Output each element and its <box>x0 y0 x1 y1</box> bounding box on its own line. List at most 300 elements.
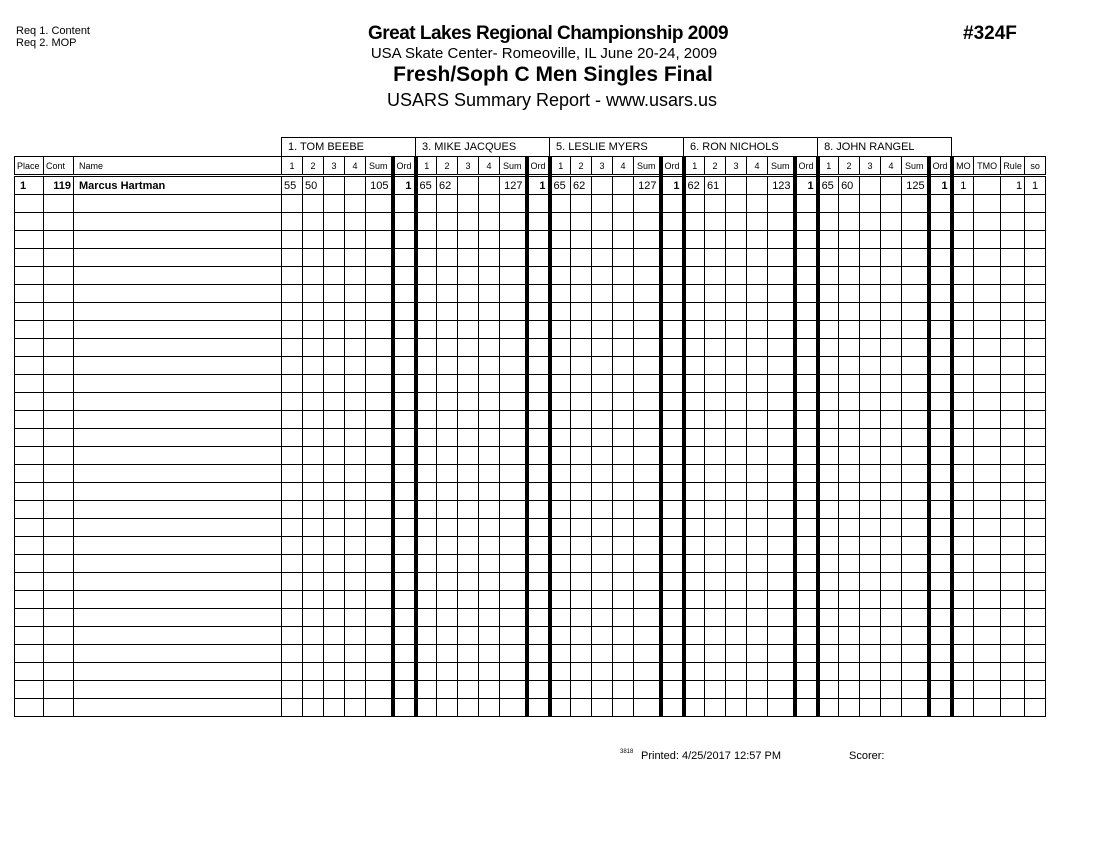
empty-cell <box>1001 681 1025 699</box>
empty-cell <box>1025 429 1046 447</box>
empty-cell <box>527 429 550 447</box>
empty-cell <box>500 501 527 519</box>
judge-s4-cell <box>345 176 366 195</box>
empty-cell <box>818 429 839 447</box>
empty-cell <box>795 663 818 681</box>
empty-cell <box>550 483 571 501</box>
judge-s1-cell: 62 <box>684 176 705 195</box>
empty-cell <box>839 663 860 681</box>
empty-cell <box>303 465 324 483</box>
empty-cell <box>393 537 416 555</box>
empty-cell <box>747 411 768 429</box>
empty-cell <box>571 555 592 573</box>
empty-cell <box>500 519 527 537</box>
empty-cell <box>303 591 324 609</box>
empty-cell <box>282 411 303 429</box>
empty-cell <box>747 627 768 645</box>
col-judge-ord: Ord <box>527 157 550 176</box>
empty-cell <box>726 303 747 321</box>
empty-cell <box>1001 483 1025 501</box>
empty-cell <box>550 681 571 699</box>
empty-cell <box>795 249 818 267</box>
empty-cell <box>550 267 571 285</box>
empty-cell <box>705 627 726 645</box>
empty-cell <box>929 357 952 375</box>
empty-cell <box>881 195 902 213</box>
empty-cell <box>479 267 500 285</box>
empty-cell <box>458 609 479 627</box>
empty-cell <box>839 501 860 519</box>
mo-cell: 1 <box>952 176 974 195</box>
empty-cell <box>282 357 303 375</box>
empty-cell <box>634 393 661 411</box>
empty-cell <box>527 285 550 303</box>
empty-cell <box>613 339 634 357</box>
empty-cell <box>839 303 860 321</box>
empty-cell <box>684 501 705 519</box>
empty-cell <box>860 411 881 429</box>
table-row-blank <box>15 447 1046 465</box>
empty-cell <box>952 645 974 663</box>
judge-s3-cell <box>860 176 881 195</box>
empty-cell <box>527 519 550 537</box>
empty-cell <box>881 231 902 249</box>
empty-cell <box>818 195 839 213</box>
empty-cell <box>458 375 479 393</box>
empty-cell <box>303 699 324 717</box>
empty-cell <box>592 213 613 231</box>
empty-cell <box>661 321 684 339</box>
empty-cell <box>550 411 571 429</box>
empty-cell <box>74 231 282 249</box>
empty-cell <box>839 321 860 339</box>
empty-cell <box>437 357 458 375</box>
empty-cell <box>634 645 661 663</box>
empty-cell <box>881 357 902 375</box>
judge-s1-cell: 65 <box>416 176 437 195</box>
empty-cell <box>282 591 303 609</box>
empty-cell <box>705 663 726 681</box>
empty-cell <box>324 357 345 375</box>
tmo-cell <box>974 176 1001 195</box>
empty-cell <box>366 321 393 339</box>
empty-cell <box>571 537 592 555</box>
empty-cell <box>795 267 818 285</box>
empty-cell <box>366 411 393 429</box>
empty-cell <box>1025 699 1046 717</box>
empty-cell <box>458 429 479 447</box>
empty-cell <box>550 429 571 447</box>
empty-cell <box>795 591 818 609</box>
empty-cell <box>929 267 952 285</box>
empty-cell <box>747 645 768 663</box>
empty-cell <box>303 627 324 645</box>
empty-cell <box>684 465 705 483</box>
col-judge-2: 2 <box>437 157 458 176</box>
table-row-blank <box>15 627 1046 645</box>
empty-cell <box>324 501 345 519</box>
empty-cell <box>1001 645 1025 663</box>
empty-cell <box>1001 663 1025 681</box>
empty-cell <box>705 483 726 501</box>
empty-cell <box>768 627 795 645</box>
empty-cell <box>613 249 634 267</box>
empty-cell <box>1025 663 1046 681</box>
empty-cell <box>458 681 479 699</box>
empty-cell <box>500 447 527 465</box>
empty-cell <box>705 213 726 231</box>
empty-cell <box>726 195 747 213</box>
skater-name: Marcus Hartman <box>74 176 282 195</box>
empty-cell <box>458 699 479 717</box>
empty-cell <box>366 393 393 411</box>
empty-cell <box>881 573 902 591</box>
empty-cell <box>684 483 705 501</box>
empty-cell <box>684 573 705 591</box>
empty-cell <box>303 303 324 321</box>
empty-cell <box>44 681 74 699</box>
empty-cell <box>1025 339 1046 357</box>
table-row-blank <box>15 429 1046 447</box>
empty-cell <box>684 663 705 681</box>
empty-cell <box>795 483 818 501</box>
empty-cell <box>571 483 592 501</box>
empty-cell <box>393 195 416 213</box>
empty-cell <box>860 375 881 393</box>
empty-cell <box>661 483 684 501</box>
empty-cell <box>902 285 929 303</box>
empty-cell <box>366 573 393 591</box>
empty-cell <box>366 537 393 555</box>
empty-cell <box>881 465 902 483</box>
table-row-blank <box>15 699 1046 717</box>
empty-cell <box>44 537 74 555</box>
empty-cell <box>74 321 282 339</box>
empty-cell <box>952 465 974 483</box>
empty-cell <box>44 249 74 267</box>
empty-cell <box>1001 339 1025 357</box>
report-title: USARS Summary Report - www.usars.us <box>386 90 718 110</box>
empty-cell <box>366 303 393 321</box>
empty-cell <box>15 195 44 213</box>
empty-cell <box>550 663 571 681</box>
empty-cell <box>634 483 661 501</box>
empty-cell <box>416 501 437 519</box>
empty-cell <box>416 429 437 447</box>
judge-s3-cell <box>458 176 479 195</box>
empty-cell <box>839 357 860 375</box>
empty-cell <box>747 681 768 699</box>
empty-cell <box>416 249 437 267</box>
empty-cell <box>571 375 592 393</box>
empty-cell <box>818 591 839 609</box>
col-cont: Cont <box>44 157 74 176</box>
empty-cell <box>1025 213 1046 231</box>
empty-cell <box>684 645 705 663</box>
empty-cell <box>902 231 929 249</box>
judge-sum-cell: 125 <box>902 176 929 195</box>
empty-cell <box>393 519 416 537</box>
empty-cell <box>974 267 1001 285</box>
empty-cell <box>661 429 684 447</box>
col-judge-3: 3 <box>458 157 479 176</box>
empty-cell <box>437 303 458 321</box>
empty-cell <box>818 213 839 231</box>
empty-cell <box>902 195 929 213</box>
empty-cell <box>324 375 345 393</box>
empty-cell <box>974 447 1001 465</box>
empty-cell <box>768 339 795 357</box>
empty-cell <box>839 195 860 213</box>
empty-cell <box>1001 285 1025 303</box>
judge-s3-cell <box>324 176 345 195</box>
empty-cell <box>705 537 726 555</box>
empty-cell <box>818 483 839 501</box>
empty-cell <box>282 393 303 411</box>
empty-cell <box>15 627 44 645</box>
empty-cell <box>592 231 613 249</box>
empty-cell <box>345 231 366 249</box>
empty-cell <box>902 681 929 699</box>
empty-cell <box>458 627 479 645</box>
empty-cell <box>393 465 416 483</box>
table-row-blank <box>15 591 1046 609</box>
empty-cell <box>1025 501 1046 519</box>
empty-cell <box>571 699 592 717</box>
empty-cell <box>818 699 839 717</box>
empty-cell <box>571 357 592 375</box>
empty-cell <box>366 627 393 645</box>
empty-cell <box>527 321 550 339</box>
empty-cell <box>324 591 345 609</box>
empty-cell <box>74 699 282 717</box>
empty-cell <box>345 555 366 573</box>
empty-cell <box>747 555 768 573</box>
empty-cell <box>74 555 282 573</box>
empty-cell <box>902 609 929 627</box>
judge-s3-cell <box>592 176 613 195</box>
empty-cell <box>661 501 684 519</box>
col-judge-4: 4 <box>479 157 500 176</box>
empty-cell <box>1025 393 1046 411</box>
empty-cell <box>952 411 974 429</box>
empty-cell <box>860 393 881 411</box>
empty-cell <box>324 429 345 447</box>
empty-cell <box>661 213 684 231</box>
empty-cell <box>393 699 416 717</box>
empty-cell <box>479 447 500 465</box>
empty-cell <box>881 375 902 393</box>
empty-cell <box>324 609 345 627</box>
empty-cell <box>393 249 416 267</box>
col-place: Place <box>15 157 44 176</box>
empty-cell <box>437 195 458 213</box>
empty-cell <box>550 213 571 231</box>
empty-cell <box>303 519 324 537</box>
empty-cell <box>902 465 929 483</box>
empty-cell <box>393 645 416 663</box>
empty-cell <box>592 375 613 393</box>
empty-cell <box>860 303 881 321</box>
empty-cell <box>795 393 818 411</box>
empty-cell <box>437 429 458 447</box>
empty-cell <box>458 465 479 483</box>
empty-cell <box>345 195 366 213</box>
empty-cell <box>881 249 902 267</box>
empty-cell <box>974 555 1001 573</box>
empty-cell <box>458 231 479 249</box>
table-row <box>15 176 1046 195</box>
empty-cell <box>634 267 661 285</box>
empty-cell <box>768 447 795 465</box>
empty-cell <box>661 357 684 375</box>
empty-cell <box>479 663 500 681</box>
empty-cell <box>324 627 345 645</box>
empty-cell <box>726 285 747 303</box>
empty-cell <box>527 627 550 645</box>
empty-cell <box>684 447 705 465</box>
empty-cell <box>1025 303 1046 321</box>
empty-cell <box>479 213 500 231</box>
empty-cell <box>613 483 634 501</box>
empty-cell <box>500 465 527 483</box>
empty-cell <box>768 555 795 573</box>
empty-cell <box>366 555 393 573</box>
empty-cell <box>345 627 366 645</box>
empty-cell <box>366 663 393 681</box>
empty-cell <box>303 375 324 393</box>
empty-cell <box>974 573 1001 591</box>
empty-cell <box>437 213 458 231</box>
empty-cell <box>592 591 613 609</box>
empty-cell <box>345 483 366 501</box>
empty-cell <box>661 447 684 465</box>
empty-cell <box>366 213 393 231</box>
empty-cell <box>661 249 684 267</box>
empty-cell <box>282 339 303 357</box>
empty-cell <box>366 357 393 375</box>
empty-cell <box>747 519 768 537</box>
col-name: Name <box>74 157 282 176</box>
empty-cell <box>1025 447 1046 465</box>
empty-cell <box>74 537 282 555</box>
empty-cell <box>550 285 571 303</box>
empty-cell <box>768 231 795 249</box>
table-row-blank <box>15 321 1046 339</box>
empty-cell <box>634 681 661 699</box>
table-row-blank <box>15 501 1046 519</box>
empty-cell <box>282 321 303 339</box>
empty-cell <box>550 393 571 411</box>
empty-cell <box>952 321 974 339</box>
empty-cell <box>860 285 881 303</box>
empty-cell <box>634 303 661 321</box>
table-row-blank <box>15 375 1046 393</box>
empty-cell <box>839 375 860 393</box>
empty-cell <box>44 573 74 591</box>
empty-cell <box>44 591 74 609</box>
empty-cell <box>747 483 768 501</box>
empty-cell <box>592 573 613 591</box>
empty-cell <box>795 213 818 231</box>
empty-cell <box>44 339 74 357</box>
empty-cell <box>795 411 818 429</box>
empty-cell <box>902 627 929 645</box>
empty-cell <box>500 609 527 627</box>
table-row-blank <box>15 681 1046 699</box>
empty-cell <box>634 537 661 555</box>
empty-cell <box>902 321 929 339</box>
empty-cell <box>527 393 550 411</box>
empty-cell <box>44 195 74 213</box>
empty-cell <box>324 231 345 249</box>
empty-cell <box>416 411 437 429</box>
empty-cell <box>705 411 726 429</box>
empty-cell <box>661 519 684 537</box>
empty-cell <box>705 393 726 411</box>
competition-title: Great Lakes Regional Championship 2009 <box>367 23 729 44</box>
col-judge-2: 2 <box>839 157 860 176</box>
empty-cell <box>881 339 902 357</box>
empty-cell <box>1001 609 1025 627</box>
empty-cell <box>929 591 952 609</box>
empty-cell <box>613 501 634 519</box>
empty-cell <box>818 537 839 555</box>
empty-cell <box>860 483 881 501</box>
empty-cell <box>929 465 952 483</box>
empty-cell <box>839 609 860 627</box>
empty-cell <box>437 501 458 519</box>
empty-cell <box>747 249 768 267</box>
empty-cell <box>795 699 818 717</box>
empty-cell <box>952 609 974 627</box>
empty-cell <box>500 339 527 357</box>
empty-cell <box>613 357 634 375</box>
empty-cell <box>437 447 458 465</box>
empty-cell <box>437 375 458 393</box>
empty-cell <box>634 465 661 483</box>
empty-cell <box>860 537 881 555</box>
empty-cell <box>902 573 929 591</box>
col-judge-1: 1 <box>684 157 705 176</box>
empty-cell <box>15 393 44 411</box>
col-judge-1: 1 <box>550 157 571 176</box>
empty-cell <box>795 357 818 375</box>
empty-cell <box>726 699 747 717</box>
empty-cell <box>458 447 479 465</box>
empty-cell <box>661 375 684 393</box>
empty-cell <box>571 249 592 267</box>
table-row-blank <box>15 339 1046 357</box>
empty-cell <box>527 447 550 465</box>
empty-cell <box>1025 375 1046 393</box>
empty-cell <box>416 483 437 501</box>
empty-cell <box>860 591 881 609</box>
empty-cell <box>393 663 416 681</box>
empty-cell <box>44 645 74 663</box>
empty-cell <box>634 609 661 627</box>
empty-cell <box>726 321 747 339</box>
empty-cell <box>1025 195 1046 213</box>
empty-cell <box>726 483 747 501</box>
empty-cell <box>345 339 366 357</box>
empty-cell <box>818 321 839 339</box>
empty-cell <box>303 213 324 231</box>
empty-cell <box>952 555 974 573</box>
table-row-blank <box>15 231 1046 249</box>
empty-cell <box>324 537 345 555</box>
empty-cell <box>324 303 345 321</box>
